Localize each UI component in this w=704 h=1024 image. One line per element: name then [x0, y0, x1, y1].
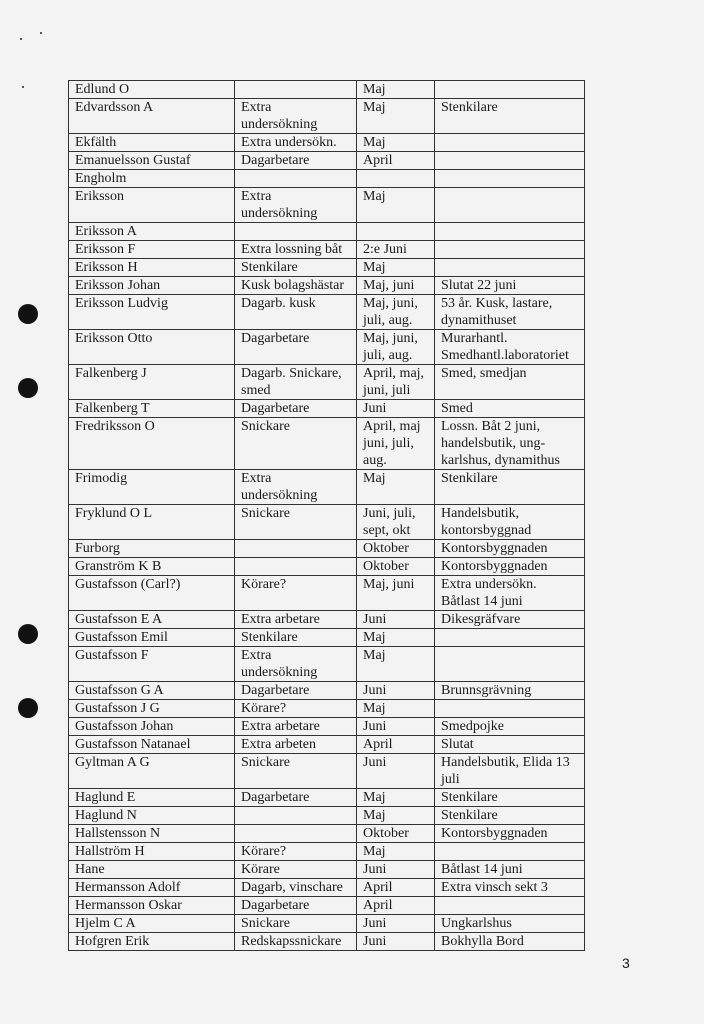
note-cell	[435, 897, 585, 915]
note-cell: Slutat	[435, 736, 585, 754]
note-cell: Lossn. Båt 2 juni, handelsbutik, ung-karlshus, dynamithus	[435, 418, 585, 470]
name-cell: Eriksson Johan	[69, 277, 235, 295]
name-cell: Hjelm C A	[69, 915, 235, 933]
month-cell: Oktober	[357, 825, 435, 843]
month-cell: April	[357, 897, 435, 915]
month-cell: Juni	[357, 682, 435, 700]
role-cell: Dagarbetare	[235, 897, 357, 915]
month-cell: Maj, juni	[357, 277, 435, 295]
role-cell	[235, 170, 357, 188]
note-cell	[435, 152, 585, 170]
month-cell: Juni	[357, 915, 435, 933]
table-row	[69, 365, 585, 400]
note-cell	[435, 843, 585, 861]
role-cell: Extra arbeten	[235, 736, 357, 754]
note-cell	[435, 134, 585, 152]
name-cell: Eriksson Otto	[69, 330, 235, 365]
note-cell: Smed, smedjan	[435, 365, 585, 400]
name-cell: Eriksson	[69, 188, 235, 223]
name-cell: Falkenberg T	[69, 400, 235, 418]
role-cell	[235, 540, 357, 558]
note-cell	[435, 241, 585, 259]
month-cell: Maj	[357, 843, 435, 861]
name-cell: Frimodig	[69, 470, 235, 505]
month-cell: April	[357, 152, 435, 170]
role-cell: Snickare	[235, 754, 357, 789]
note-cell: Kontorsbyggnaden	[435, 540, 585, 558]
role-cell: Extra lossning båt	[235, 241, 357, 259]
month-cell: Juni	[357, 611, 435, 629]
page-number: 3	[622, 955, 630, 971]
month-cell: April	[357, 736, 435, 754]
month-cell: Maj	[357, 188, 435, 223]
role-cell: Körare?	[235, 843, 357, 861]
table-row	[69, 897, 585, 915]
table-row	[69, 700, 585, 718]
month-cell	[357, 223, 435, 241]
table-row	[69, 81, 585, 99]
table-row	[69, 647, 585, 682]
name-cell: Gustafsson Emil	[69, 629, 235, 647]
table-row	[69, 418, 585, 470]
role-cell: Extra arbetare	[235, 718, 357, 736]
table-row	[69, 540, 585, 558]
table-row	[69, 682, 585, 700]
name-cell: Hane	[69, 861, 235, 879]
role-cell: Extra arbetare	[235, 611, 357, 629]
note-cell: Kontorsbyggnaden	[435, 558, 585, 576]
name-cell: Emanuelsson Gustaf	[69, 152, 235, 170]
role-cell: Extra undersökning	[235, 188, 357, 223]
role-cell	[235, 81, 357, 99]
role-cell: Snickare	[235, 915, 357, 933]
name-cell: Gustafsson Natanael	[69, 736, 235, 754]
note-cell	[435, 188, 585, 223]
role-cell: Dagarb, vinschare	[235, 879, 357, 897]
note-cell: Båtlast 14 juni	[435, 861, 585, 879]
table-row	[69, 330, 585, 365]
month-cell: 2:e Juni	[357, 241, 435, 259]
role-cell: Dagarbetare	[235, 682, 357, 700]
month-cell: Maj, juni, juli, aug.	[357, 330, 435, 365]
table-row	[69, 470, 585, 505]
month-cell: Maj	[357, 629, 435, 647]
table-row	[69, 170, 585, 188]
note-cell	[435, 647, 585, 682]
month-cell: April, maj, juni, juli	[357, 365, 435, 400]
month-cell: Juni	[357, 861, 435, 879]
role-cell: Dagarb. kusk	[235, 295, 357, 330]
role-cell: Dagarbetare	[235, 330, 357, 365]
month-cell: Maj	[357, 134, 435, 152]
note-cell: Dikesgräfvare	[435, 611, 585, 629]
table-body	[69, 81, 585, 951]
name-cell: Eriksson H	[69, 259, 235, 277]
table-row	[69, 277, 585, 295]
name-cell: Eriksson Ludvig	[69, 295, 235, 330]
month-cell: Juni	[357, 718, 435, 736]
punch-hole	[18, 304, 38, 324]
role-cell: Snickare	[235, 505, 357, 540]
month-cell: Oktober	[357, 558, 435, 576]
note-cell: Extra vinsch sekt 3	[435, 879, 585, 897]
note-cell: Stenkilare	[435, 99, 585, 134]
note-cell: Stenkilare	[435, 789, 585, 807]
month-cell: April, maj juni, juli, aug.	[357, 418, 435, 470]
note-cell	[435, 629, 585, 647]
role-cell	[235, 223, 357, 241]
name-cell: Hermansson Oskar	[69, 897, 235, 915]
table-row	[69, 259, 585, 277]
role-cell: Körare?	[235, 700, 357, 718]
role-cell: Extra undersökning	[235, 470, 357, 505]
month-cell: Oktober	[357, 540, 435, 558]
table-row	[69, 843, 585, 861]
note-cell: Ungkarlshus	[435, 915, 585, 933]
month-cell: Juni, juli, sept, okt	[357, 505, 435, 540]
note-cell	[435, 700, 585, 718]
role-cell	[235, 558, 357, 576]
name-cell: Hallstensson N	[69, 825, 235, 843]
name-cell: Falkenberg J	[69, 365, 235, 400]
scan-speck	[22, 86, 24, 88]
month-cell: Maj	[357, 259, 435, 277]
table-row	[69, 629, 585, 647]
role-cell: Extra undersökning	[235, 647, 357, 682]
table-row	[69, 505, 585, 540]
table-row	[69, 718, 585, 736]
role-cell: Stenkilare	[235, 629, 357, 647]
punch-hole	[18, 378, 38, 398]
role-cell: Snickare	[235, 418, 357, 470]
role-cell: Dagarbetare	[235, 789, 357, 807]
month-cell: Juni	[357, 754, 435, 789]
table-row	[69, 223, 585, 241]
name-cell: Hallström H	[69, 843, 235, 861]
month-cell: Juni	[357, 400, 435, 418]
note-cell	[435, 223, 585, 241]
role-cell: Körare?	[235, 576, 357, 611]
month-cell: Maj	[357, 700, 435, 718]
role-cell: Kusk bolagshästar	[235, 277, 357, 295]
month-cell: Maj	[357, 81, 435, 99]
note-cell: Smedpojke	[435, 718, 585, 736]
name-cell: Fredriksson O	[69, 418, 235, 470]
table-row	[69, 400, 585, 418]
role-cell: Extra undersökning	[235, 99, 357, 134]
role-cell	[235, 807, 357, 825]
name-cell: Eriksson F	[69, 241, 235, 259]
name-cell: Gustafsson Johan	[69, 718, 235, 736]
month-cell	[357, 170, 435, 188]
table-row	[69, 241, 585, 259]
month-cell: Maj	[357, 470, 435, 505]
role-cell	[235, 825, 357, 843]
table-row	[69, 825, 585, 843]
table-row	[69, 295, 585, 330]
role-cell: Körare	[235, 861, 357, 879]
note-cell: Smed	[435, 400, 585, 418]
worker-register-table	[68, 80, 585, 951]
month-cell: Juni	[357, 933, 435, 951]
table-row	[69, 576, 585, 611]
table-row	[69, 807, 585, 825]
note-cell: 53 år. Kusk, lastare, dynamithuset	[435, 295, 585, 330]
note-cell: Slutat 22 juni	[435, 277, 585, 295]
punch-hole	[18, 624, 38, 644]
role-cell: Extra undersökn.	[235, 134, 357, 152]
month-cell: Maj	[357, 99, 435, 134]
note-cell: Stenkilare	[435, 807, 585, 825]
month-cell: Maj, juni, juli, aug.	[357, 295, 435, 330]
note-cell	[435, 170, 585, 188]
name-cell: Granström K B	[69, 558, 235, 576]
name-cell: Edvardsson A	[69, 99, 235, 134]
month-cell: April	[357, 879, 435, 897]
table-row	[69, 99, 585, 134]
month-cell: Maj	[357, 789, 435, 807]
name-cell: Fryklund O L	[69, 505, 235, 540]
scan-speck	[20, 38, 22, 40]
scan-speck	[40, 32, 42, 34]
note-cell: Handelsbutik, Elida 13 juli	[435, 754, 585, 789]
note-cell: Handelsbutik, kontorsbyggnad	[435, 505, 585, 540]
table-row	[69, 152, 585, 170]
note-cell: Murarhantl. Smedhantl.laboratoriet	[435, 330, 585, 365]
note-cell: Extra undersökn. Båtlast 14 juni	[435, 576, 585, 611]
note-cell: Brunnsgrävning	[435, 682, 585, 700]
table-row	[69, 879, 585, 897]
table-row	[69, 754, 585, 789]
note-cell: Stenkilare	[435, 470, 585, 505]
name-cell: Gustafsson G A	[69, 682, 235, 700]
table-row	[69, 611, 585, 629]
role-cell: Dagarb. Snickare, smed	[235, 365, 357, 400]
name-cell: Gustafsson F	[69, 647, 235, 682]
name-cell: Gustafsson J G	[69, 700, 235, 718]
name-cell: Furborg	[69, 540, 235, 558]
name-cell: Ekfälth	[69, 134, 235, 152]
table-row	[69, 789, 585, 807]
role-cell: Stenkilare	[235, 259, 357, 277]
table-row	[69, 134, 585, 152]
table-row	[69, 933, 585, 951]
name-cell: Hofgren Erik	[69, 933, 235, 951]
table-row	[69, 915, 585, 933]
month-cell: Maj	[357, 647, 435, 682]
name-cell: Engholm	[69, 170, 235, 188]
table-row	[69, 188, 585, 223]
name-cell: Haglund N	[69, 807, 235, 825]
table-row	[69, 736, 585, 754]
table-row	[69, 861, 585, 879]
month-cell: Maj	[357, 807, 435, 825]
role-cell: Redskapssnickare	[235, 933, 357, 951]
role-cell: Dagarbetare	[235, 152, 357, 170]
punch-hole	[18, 698, 38, 718]
name-cell: Haglund E	[69, 789, 235, 807]
table-row	[69, 558, 585, 576]
note-cell	[435, 259, 585, 277]
note-cell: Bokhylla Bord	[435, 933, 585, 951]
note-cell: Kontorsbyggnaden	[435, 825, 585, 843]
name-cell: Gyltman A G	[69, 754, 235, 789]
name-cell: Edlund O	[69, 81, 235, 99]
name-cell: Hermansson Adolf	[69, 879, 235, 897]
month-cell: Maj, juni	[357, 576, 435, 611]
name-cell: Gustafsson (Carl?)	[69, 576, 235, 611]
role-cell: Dagarbetare	[235, 400, 357, 418]
name-cell: Gustafsson E A	[69, 611, 235, 629]
name-cell: Eriksson A	[69, 223, 235, 241]
note-cell	[435, 81, 585, 99]
